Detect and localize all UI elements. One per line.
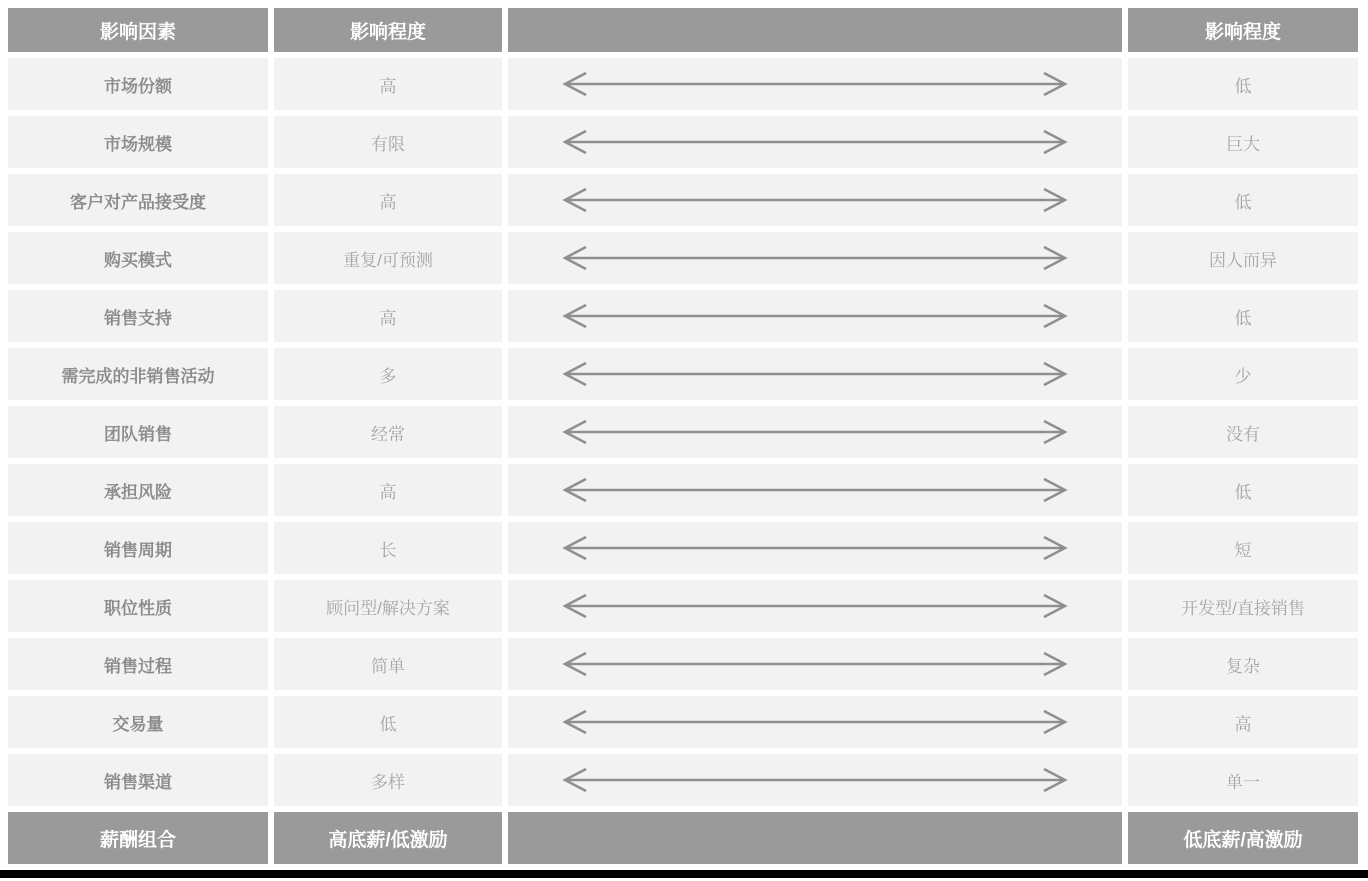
double-arrow-icon — [508, 580, 1122, 632]
row-right-value: 巨大 — [1128, 116, 1358, 168]
row-right-value: 低 — [1128, 464, 1358, 516]
row-factor: 市场规模 — [8, 116, 268, 168]
header-factor: 影响因素 — [8, 8, 268, 52]
row-right-value: 高 — [1128, 696, 1358, 748]
header-arrow-spacer — [508, 8, 1122, 52]
row-factor: 购买模式 — [8, 232, 268, 284]
header-degree-left: 影响程度 — [274, 8, 502, 52]
double-arrow-icon — [508, 232, 1122, 284]
row-right-value: 短 — [1128, 522, 1358, 574]
row-left-value: 高 — [274, 464, 502, 516]
row-left-value: 有限 — [274, 116, 502, 168]
row-right-value: 因人而异 — [1128, 232, 1358, 284]
double-arrow-icon — [508, 464, 1122, 516]
row-left-value: 多样 — [274, 754, 502, 806]
row-factor: 团队销售 — [8, 406, 268, 458]
row-right-value: 没有 — [1128, 406, 1358, 458]
double-arrow-icon — [508, 696, 1122, 748]
comparison-table — [8, 8, 1358, 864]
footer-factor: 薪酬组合 — [8, 812, 268, 864]
double-arrow-icon — [508, 348, 1122, 400]
row-left-value: 高 — [274, 290, 502, 342]
header-degree-right: 影响程度 — [1128, 8, 1358, 52]
double-arrow-icon — [508, 58, 1122, 110]
row-left-value: 顾问型/解决方案 — [274, 580, 502, 632]
double-arrow-icon — [508, 638, 1122, 690]
row-factor: 职位性质 — [8, 580, 268, 632]
row-left-value: 简单 — [274, 638, 502, 690]
row-left-value: 高 — [274, 174, 502, 226]
row-right-value: 低 — [1128, 174, 1358, 226]
double-arrow-icon — [508, 406, 1122, 458]
row-left-value: 高 — [274, 58, 502, 110]
row-factor: 市场份额 — [8, 58, 268, 110]
footer-arrow-spacer — [508, 812, 1122, 864]
row-factor: 交易量 — [8, 696, 268, 748]
row-left-value: 长 — [274, 522, 502, 574]
double-arrow-icon — [508, 174, 1122, 226]
row-factor: 承担风险 — [8, 464, 268, 516]
row-left-value: 经常 — [274, 406, 502, 458]
footer-right-value: 低底薪/高激励 — [1128, 812, 1358, 864]
row-left-value: 多 — [274, 348, 502, 400]
row-right-value: 低 — [1128, 58, 1358, 110]
row-right-value: 复杂 — [1128, 638, 1358, 690]
row-right-value: 开发型/直接销售 — [1128, 580, 1358, 632]
double-arrow-icon — [508, 290, 1122, 342]
row-right-value: 少 — [1128, 348, 1358, 400]
footer-left-value: 高底薪/低激励 — [274, 812, 502, 864]
bottom-divider-bar — [0, 870, 1368, 878]
row-right-value: 低 — [1128, 290, 1358, 342]
double-arrow-icon — [508, 522, 1122, 574]
row-factor: 客户对产品接受度 — [8, 174, 268, 226]
row-factor: 销售渠道 — [8, 754, 268, 806]
row-right-value: 单一 — [1128, 754, 1358, 806]
row-factor: 需完成的非销售活动 — [8, 348, 268, 400]
row-left-value: 重复/可预测 — [274, 232, 502, 284]
row-left-value: 低 — [274, 696, 502, 748]
row-factor: 销售过程 — [8, 638, 268, 690]
row-factor: 销售周期 — [8, 522, 268, 574]
row-factor: 销售支持 — [8, 290, 268, 342]
double-arrow-icon — [508, 754, 1122, 806]
double-arrow-icon — [508, 116, 1122, 168]
